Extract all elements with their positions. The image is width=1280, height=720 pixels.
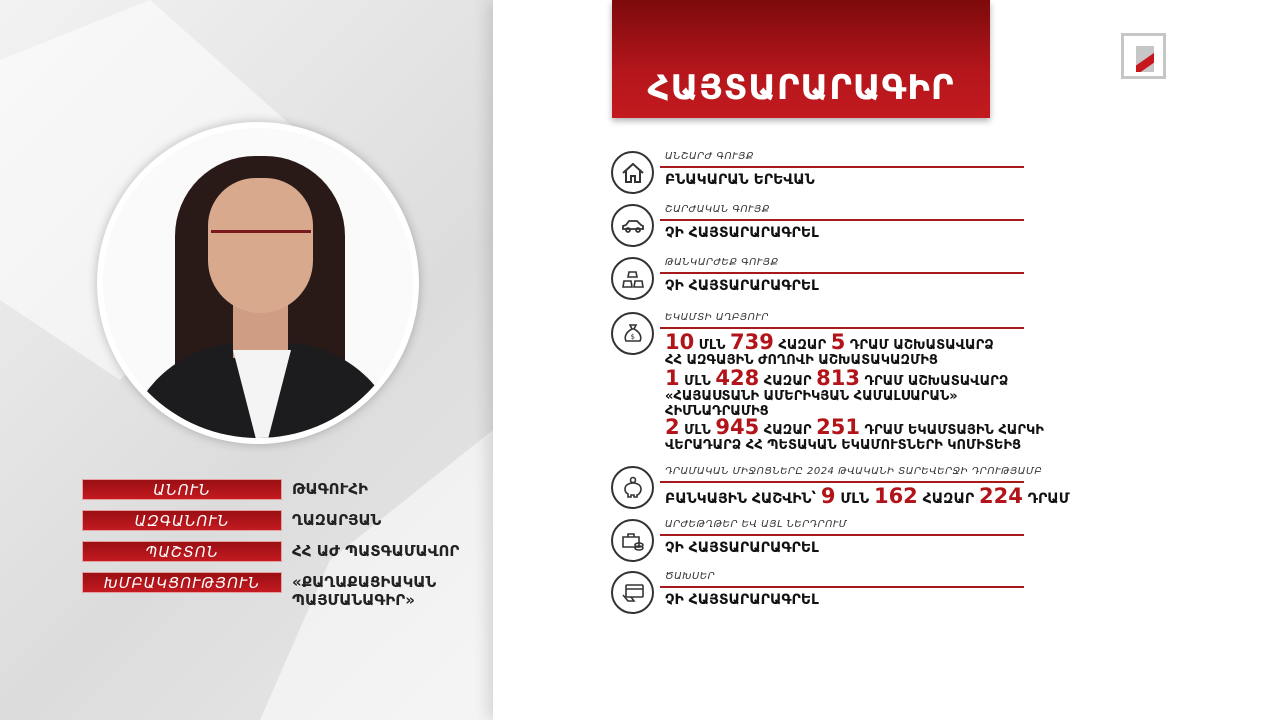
text: ՉԻ ՀԱՅՏԱՐԱՐԱԳՐԵԼ (665, 592, 819, 608)
text: ՉԻ ՀԱՅՏԱՐԱՐԱԳՐԵԼ (665, 225, 819, 241)
value-position: ՀՀ ԱԺ ՊԱՏԳԱՄԱՎՈՐ (292, 542, 460, 560)
text: 9 (820, 484, 836, 508)
text: ԱՆՇԱՐԺ ԳՈՒՅՔ (665, 151, 754, 162)
text: ՉԻ ՀԱՅՏԱՐԱՐԱԳՐԵԼ (665, 540, 819, 556)
text: ՊԱՅՄԱՆԱԳԻՐ» (292, 591, 415, 609)
car-icon (611, 204, 654, 247)
divider (660, 272, 1024, 274)
text: ԹԱՆԿԱՐԺԵՔ ԳՈՒՅՔ (665, 257, 779, 268)
text: 10 (665, 330, 695, 354)
text: ԴՐԱՄ ԵԿԱՄՏԱՅԻՆ ՀԱՐԿԻ (864, 423, 1044, 438)
text: ԴՐԱՄ (1027, 491, 1070, 507)
logo-mark (1136, 46, 1154, 72)
text: 251 (816, 415, 860, 439)
text: ՀԱԶԱՐ (763, 374, 812, 389)
text: ՀԱԶԱՐ (922, 491, 975, 507)
label-faction: ԽՄԲԱԿՑՈՒԹՅՈՒՆ (82, 572, 282, 593)
text: ՀԻՄՆԱԴՐԱՄԻՑ (665, 404, 769, 419)
money-bag-icon (611, 312, 654, 355)
portrait (103, 128, 413, 438)
text: 739 (729, 330, 774, 354)
text: «ՀԱՅԱՍՏԱՆԻ ԱՄԵՐԻԿՅԱՆ ՀԱՄԱԼՍԱՐԱՆ» (665, 389, 958, 404)
divider (660, 327, 1024, 329)
divider (660, 586, 1024, 588)
text: ԲՆԱԿԱՐԱՆ ԵՐԵՎԱՆ (665, 172, 815, 188)
text: 945 (715, 415, 760, 439)
text: 813 (816, 366, 860, 390)
cash-value (665, 484, 1070, 508)
divider (660, 534, 1024, 536)
income-entry (665, 415, 1044, 453)
text: 428 (715, 366, 760, 390)
text: ԴՐԱՄ ԱՇԽԱՏԱՎԱՐՁ (864, 374, 1009, 389)
income-entry (665, 330, 994, 368)
briefcase-coins-icon (611, 519, 654, 562)
text: ԵԿԱՄՏԻ ԱՂԲՅՈՒՐ (665, 312, 769, 323)
text: ԴՐԱՄ ԱՇԽԱՏԱՎԱՐՁ (849, 338, 994, 353)
text: ՀՀ ԱԶԳԱՅԻՆ ԺՈՂՈՎԻ ԱՇԽԱՏԱԿԱԶՄԻՑ (665, 353, 938, 368)
text: ՎԵՐԱԴԱՐՁ ՀՀ ՊԵՏԱԿԱՆ ԵԿԱՄՈՒՏՆԵՐԻ ԿՈՄԻՏԵԻՑ (665, 438, 1022, 453)
text: ՇԱՐԺԱԿԱՆ ԳՈՒՅՔ (665, 204, 770, 215)
label-name: ԱՆՈՒՆ (82, 479, 282, 500)
label-position: ՊԱՇՏՈՆ (82, 541, 282, 562)
text: ԴՐԱՄԱԿԱՆ ՄԻՋՈՑՆԵՐԸ 2024 ԹՎԱԿԱՆԻ ՏԱՐԵՎԵՐՋԻ ԴՐՈՒԹՅԱՄԲ (665, 466, 1043, 477)
text: ԲԱՆԿԱՅԻՆ ՀԱՇՎԻՆ՝ (665, 491, 816, 507)
text: ՀԱԶԱՐ (778, 338, 827, 353)
text: 162 (873, 484, 918, 508)
card-hand-icon (611, 571, 654, 614)
text: ՄԼՆ (698, 338, 726, 353)
title-banner (612, 0, 990, 118)
gold-bars-icon (611, 257, 654, 300)
text: ԾԱԽՍԵՐ (665, 571, 716, 582)
divider (660, 481, 1024, 483)
label-surname: ԱԶԳԱՆՈՒՆ (82, 510, 282, 531)
divider (660, 219, 1024, 221)
value-surname: ՂԱԶԱՐՅԱՆ (292, 511, 382, 529)
avatar (97, 122, 419, 444)
value-name: ԹԱԳՈՒՀԻ (292, 480, 369, 498)
svg-text:$: $ (630, 333, 635, 341)
text: ՄԼՆ (840, 491, 870, 507)
income-entry (665, 366, 1009, 419)
text: ԱՐԺԵԹՂԹԵՐ ԵՎ ԱՅԼ ՆԵՐԴՐՈՒՄ (665, 519, 848, 530)
divider (660, 166, 1024, 168)
page-title: ՀԱՅՏԱՐԱՐԱԳԻՐ (647, 68, 955, 108)
text: 1 (665, 366, 680, 390)
house-icon (611, 151, 654, 194)
text: ՀԱԶԱՐ (763, 423, 812, 438)
value-faction (292, 573, 436, 609)
text: 5 (830, 330, 846, 354)
text: ՄԼՆ (684, 374, 711, 389)
channel-logo (1121, 33, 1166, 79)
text: 2 (665, 415, 680, 439)
piggy-bank-icon (611, 466, 654, 509)
text: ՉԻ ՀԱՅՏԱՐԱՐԱԳՐԵԼ (665, 278, 819, 294)
text: 224 (979, 484, 1023, 508)
text: ՄԼՆ (684, 423, 711, 438)
text: «ՔԱՂԱՔԱՑԻԱԿԱՆ (292, 573, 437, 591)
